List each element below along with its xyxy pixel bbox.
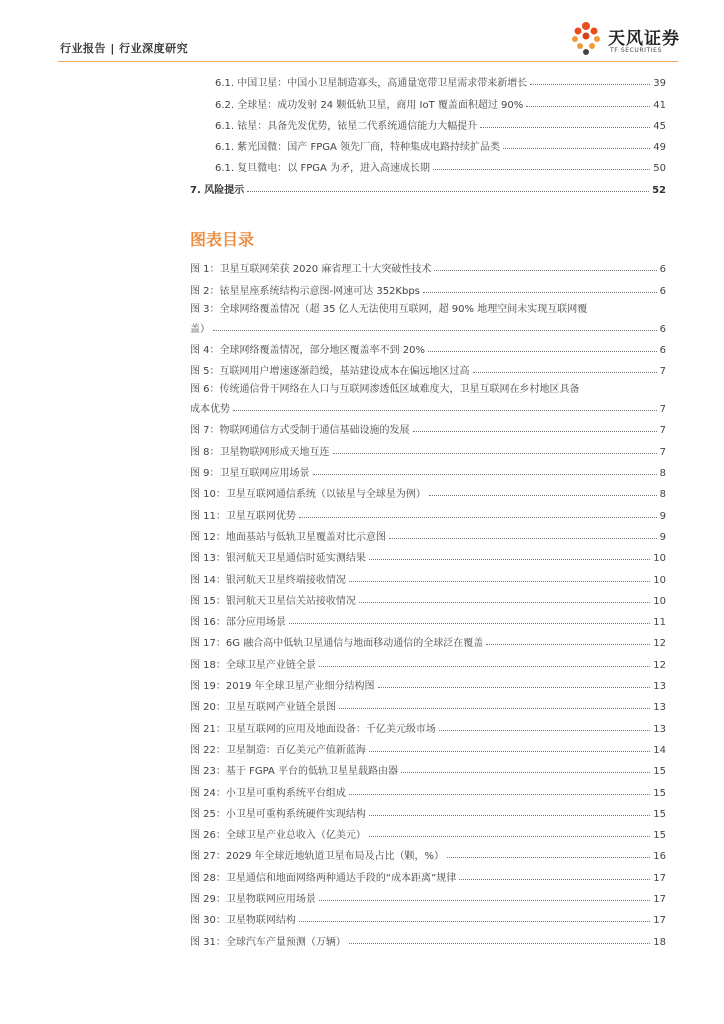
dot-leader [401, 772, 650, 773]
toc-entry[interactable] [190, 89, 666, 110]
dot-leader [247, 191, 649, 192]
figure-entry-label: 图 22：卫星制造：百亿美元产值新蓝海 [190, 741, 369, 756]
figure-entry-page: 7 [659, 425, 666, 437]
figure-entry[interactable] [190, 500, 666, 521]
figure-entry[interactable] [190, 735, 666, 756]
dot-leader [480, 127, 650, 128]
figure-entry[interactable] [190, 607, 666, 628]
dot-leader [530, 84, 650, 85]
figure-entry[interactable] [190, 458, 666, 479]
figure-entry[interactable] [190, 377, 666, 415]
figure-entry[interactable] [190, 884, 666, 905]
figure-entry-label: 图 30：卫星物联网结构 [190, 911, 299, 926]
dot-leader [447, 857, 650, 858]
toc-entry-label: 6.2. 全球星：成功发射 24 颗低轨卫星，商用 IoT 覆盖面积超过 90% [190, 96, 526, 111]
header-divider [58, 61, 678, 62]
figure-index-list [190, 254, 666, 948]
figure-entry-label: 图 4：全球网络覆盖情况，部分地区覆盖率不到 20% [190, 341, 428, 356]
dot-leader [333, 453, 657, 454]
figure-entry-label: 图 3：全球网络覆盖情况（超 35 亿人无法使用互联网，超 90% 地理空间未实现互联网覆 [190, 303, 588, 315]
figure-entry-page: 17 [653, 915, 666, 927]
figure-entry[interactable] [190, 777, 666, 798]
logo-english-name: TF SECURITIES [610, 47, 662, 54]
figure-entry[interactable] [190, 926, 666, 947]
figure-entry-page: 8 [659, 468, 666, 480]
figure-entry-label: 图 29：卫星物联网应用场景 [190, 890, 319, 905]
figure-entry-page: 13 [653, 681, 666, 693]
figure-entry-page: 11 [653, 617, 666, 629]
figure-entry-label: 图 8：卫星物联网形成天地互连 [190, 443, 333, 458]
figure-entry-page: 16 [653, 851, 666, 863]
table-of-contents [190, 68, 666, 196]
dot-leader [459, 879, 650, 880]
figure-entry-label: 图 14：银河航天卫星终端接收情况 [190, 571, 349, 586]
figure-entry-label: 图 23：基于 FGPA 平台的低轨卫星星载路由器 [190, 762, 401, 777]
flower-logo-icon [568, 18, 604, 58]
figure-entry[interactable] [190, 479, 666, 500]
figure-entry-page: 18 [653, 936, 666, 948]
dot-leader [378, 687, 651, 688]
figure-entry[interactable] [190, 799, 666, 820]
dot-leader [319, 666, 650, 667]
toc-entry-section[interactable] [190, 174, 666, 195]
figure-entry[interactable] [190, 628, 666, 649]
figure-entry-label: 图 9：卫星互联网应用场景 [190, 464, 313, 479]
figure-entry[interactable] [190, 713, 666, 734]
dot-leader [349, 581, 650, 582]
dot-leader [313, 474, 657, 475]
figure-entry-page: 13 [653, 702, 666, 714]
figure-entry[interactable] [190, 436, 666, 457]
toc-entry-label: 6.1. 铱星：具备先发优势，铱星二代系统通信能力大幅提升 [190, 117, 480, 132]
figure-entry-label: 图 1：卫星互联网荣获 2020 麻省理工十大突破性技术 [190, 260, 434, 275]
figure-entry[interactable] [190, 756, 666, 777]
toc-entry-page: 50 [653, 163, 666, 175]
figure-entry-label: 图 24：小卫星可重构系统平台组成 [190, 784, 349, 799]
dot-leader [349, 794, 650, 795]
figure-entry-label: 图 10：卫星互联网通信系统（以铱星与全球星为例） [190, 485, 429, 500]
dot-leader [439, 730, 650, 731]
dot-leader [369, 836, 650, 837]
dot-leader [428, 351, 657, 352]
figure-entry[interactable] [190, 905, 666, 926]
figure-entry-label: 图 17：6G 融合高中低轨卫星通信与地面移动通信的全球泛在覆盖 [190, 634, 486, 649]
figure-entry-page: 10 [653, 553, 666, 565]
report-category: 行业报告 | 行业深度研究 [60, 42, 189, 55]
figure-entry-label-cont: 盖） [190, 320, 213, 335]
toc-entry-label: 6.1. 紫光国微：国产 FPGA 领先厂商，特种集成电路持续扩品类 [190, 138, 503, 153]
figure-entry-page: 17 [653, 894, 666, 906]
toc-entry-page: 49 [653, 142, 666, 154]
figure-entry-page: 15 [653, 830, 666, 842]
figure-entry[interactable] [190, 415, 666, 436]
dot-leader [369, 815, 650, 816]
dot-leader [299, 517, 657, 518]
toc-entry-page: 39 [653, 78, 666, 90]
figure-entry-page: 17 [653, 872, 666, 884]
figure-entry-label: 图 19：2019 年全球卫星产业细分结构图 [190, 677, 378, 692]
dot-leader [233, 410, 657, 411]
figure-entry-label: 图 21：卫星互联网的应用及地面设备：千亿美元级市场 [190, 720, 439, 735]
dot-leader [359, 602, 650, 603]
figure-entry-label: 图 15：银河航天卫星信关站接收情况 [190, 592, 359, 607]
figure-entry-label: 图 26：全球卫星产业总收入（亿美元） [190, 826, 369, 841]
figure-entry-label: 图 16：部分应用场景 [190, 613, 289, 628]
dot-leader [319, 900, 650, 901]
figure-entry-label: 图 13：银河航天卫星通信时延实测结果 [190, 549, 369, 564]
toc-entry-page: 52 [652, 184, 666, 196]
figure-entry-page: 15 [653, 787, 666, 799]
figure-entry-page: 9 [659, 510, 666, 522]
figure-entry-page: 7 [659, 366, 666, 378]
figure-entry[interactable] [190, 671, 666, 692]
figure-entry-label: 图 25：小卫星可重构系统硬件实现结构 [190, 805, 369, 820]
dot-leader [389, 538, 657, 539]
figure-entry-page: 12 [653, 659, 666, 671]
figure-entry-page: 9 [659, 531, 666, 543]
figure-entry-page: 14 [653, 744, 666, 756]
toc-entry[interactable] [190, 111, 666, 132]
figure-entry[interactable] [190, 564, 666, 585]
dot-leader [289, 623, 650, 624]
figure-entry[interactable] [190, 586, 666, 607]
company-logo [568, 18, 688, 60]
dot-leader [369, 559, 650, 560]
figure-entry-label: 图 5：互联网用户增速逐渐趋缓，基站建设成本在偏远地区过高 [190, 362, 473, 377]
dot-leader [526, 106, 650, 107]
toc-entry[interactable] [190, 132, 666, 153]
figure-index-title: 图表目录 [190, 230, 255, 249]
figure-entry-page: 6 [659, 264, 666, 276]
figure-entry[interactable] [190, 543, 666, 564]
figure-entry-label: 图 2：铱星星座系统结构示意图-网速可达 352Kbps [190, 282, 423, 297]
figure-entry-page: 15 [653, 766, 666, 778]
figure-entry-page: 13 [653, 723, 666, 735]
figure-entry-label-cont: 成本优势 [190, 400, 233, 415]
dot-leader [213, 330, 657, 331]
figure-entry-label: 图 7：物联网通信方式受制于通信基础设施的发展 [190, 421, 413, 436]
dot-leader [423, 292, 657, 293]
page-header [0, 0, 724, 60]
dot-leader [486, 644, 650, 645]
figure-entry-page: 6 [659, 323, 666, 335]
dot-leader [369, 751, 650, 752]
dot-leader [473, 372, 657, 373]
dot-leader [339, 708, 650, 709]
dot-leader [349, 943, 650, 944]
figure-entry-label: 图 28：卫星通信和地面网络两种通达手段的“成本距离”规律 [190, 869, 459, 884]
figure-entry[interactable] [190, 254, 666, 275]
toc-entry-label: 6.1. 中国卫星：中国小卫星制造寡头，高通量宽带卫星需求带来新增长 [190, 74, 530, 89]
toc-entry[interactable] [190, 153, 666, 174]
figure-entry[interactable] [190, 862, 666, 883]
figure-entry[interactable] [190, 297, 666, 335]
figure-entry-page: 7 [659, 404, 666, 416]
toc-entry-page: 41 [653, 99, 666, 111]
figure-entry-page: 10 [653, 574, 666, 586]
figure-entry-label: 图 6：传统通信骨干网络在人口与互联网渗透低区域难度大，卫星互联网在乡村地区具备 [190, 384, 580, 396]
toc-entry-label: 7. 风险提示 [190, 181, 247, 196]
figure-entry[interactable] [190, 649, 666, 670]
toc-entry-page: 45 [653, 120, 666, 132]
figure-entry-label: 图 12：地面基站与低轨卫星覆盖对比示意图 [190, 528, 389, 543]
toc-entry[interactable] [190, 68, 666, 89]
figure-entry[interactable] [190, 275, 666, 296]
logo-chinese-name: 天风证券 [608, 29, 680, 49]
figure-entry-label: 图 31：全球汽车产量预测（万辆） [190, 933, 349, 948]
figure-entry[interactable] [190, 335, 666, 356]
figure-entry[interactable] [190, 841, 666, 862]
figure-entry-label: 图 27：2029 年全球近地轨道卫星布局及占比（颗，%） [190, 847, 447, 862]
figure-entry[interactable] [190, 692, 666, 713]
dot-leader [433, 169, 650, 170]
figure-entry[interactable] [190, 820, 666, 841]
dot-leader [503, 148, 650, 149]
dot-leader [413, 431, 657, 432]
figure-entry-label: 图 20：卫星互联网产业链全景图 [190, 698, 339, 713]
dot-leader [429, 495, 657, 496]
figure-entry-page: 7 [659, 446, 666, 458]
figure-entry-label: 图 11：卫星互联网优势 [190, 507, 299, 522]
figure-entry-label: 图 18：全球卫星产业链全景 [190, 656, 319, 671]
figure-entry-page: 10 [653, 595, 666, 607]
dot-leader [299, 921, 650, 922]
figure-entry-page: 15 [653, 808, 666, 820]
figure-entry[interactable] [190, 522, 666, 543]
figure-entry-page: 6 [659, 285, 666, 297]
figure-entry-page: 6 [659, 344, 666, 356]
figure-entry[interactable] [190, 356, 666, 377]
figure-entry-page: 8 [659, 489, 666, 501]
dot-leader [434, 270, 656, 271]
figure-entry-page: 12 [653, 638, 666, 650]
toc-entry-label: 6.1. 复旦微电：以 FPGA 为矛，进入高速成长期 [190, 159, 433, 174]
